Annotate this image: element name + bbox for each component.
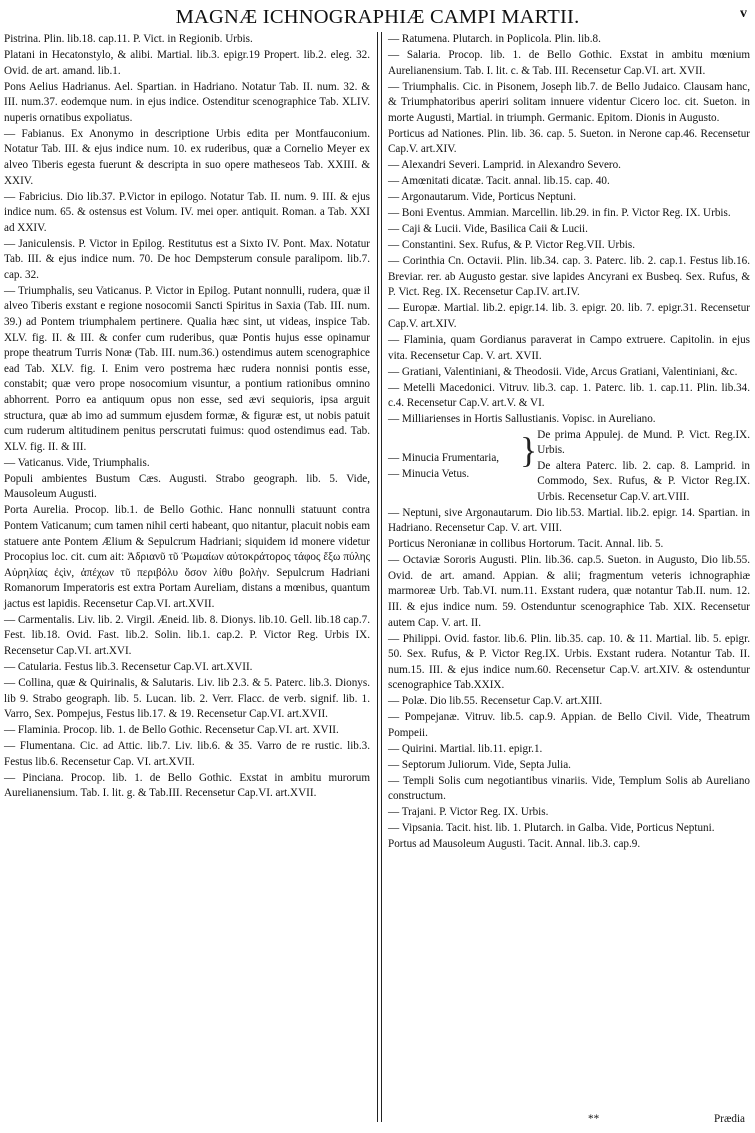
minucia-bracket-entry (388, 428, 750, 506)
index-entry: — Corinthia Cn. Octavii. Plin. lib.34. cap. 3. Paterc. lib. 2. cap.1. Festus lib.16. Breviar. rer. ab Augusto gestar. sive lapides Ancyrani ex Busbeq. Sex. Rufus, & P. Vict. Reg. IX. Recensetur Cap.IV. art.IV. (388, 255, 750, 299)
running-title: MAGNÆ ICHNOGRAPHIÆ CAMPI MARTII. (175, 6, 580, 28)
index-entry: Platani in Hecatonstylo, & alibi. Martial. lib.3. epigr.19 Propert. lib.2. eleg. 32. Ovid. de art. amand. lib.1. (4, 48, 370, 77)
index-entry: — Janiculensis. P. Victor in Epilog. Restitutus est a Sixto IV. Pont. Max. Notatur Tab. III. & ejus indice num. 70. De hoc Dempsterum consule paralipom. lib.7. cap. 32. (4, 237, 370, 281)
index-entry: — Gratiani, Valentiniani, & Theodosii. Vide, Arcus Gratiani, Valentiniani, &c. (388, 365, 738, 378)
index-entry: — Triumphalis. Cic. in Pisonem, Joseph lib.7. de Bello Judaico. Clausam hanc, & Triumphatoribus aperiri solitam innuere videntur Cicero loc. cit. Sueton. in morte Augusti, Martial. in triumph. Germanic. Epitom. Dionis in Augusto. (388, 80, 750, 124)
index-entry: Porta Aurelia. Procop. lib.1. de Bello Gothic. Hanc nonnulli statuunt contra Pontem Vaticanum; cum tamen nihil certi habeant, quo nitantur, placuit nobis eam statuere ante Pontem Ælium & Sepulcrum Hadriani; siquidem id monere videtur Procopius loc. cit. cum ait: Ἀδριανῦ τῦ Ῥωμαίων αὐτοκράτορος τάφος ἔξω πύλης Αὐρηλίας ἐςὶν, ἀπέχων τῦ περιβόλυ ὅσον λίθυ βολὴν. Sepulcrum Hadriani Romanorum Imperatoris est extra Portam Aureliam, distans a mœnibus, quantum jactus est lapidis. Recensetur Cap.VI. art.XVII. (4, 504, 370, 610)
index-entry: — Trajani. P. Victor Reg. IX. Urbis. (388, 806, 549, 819)
index-entry: — Philippi. Ovid. fastor. lib.6. Plin. lib.35. cap. 10. & 11. Martial. lib. 5. epigr. 50. Sex. Rufus, & P. Victor Reg.IX. Urbis. Exstant rudera. Notantur Tab. II. num.15. III. & ejus indice num.60. Recensetur Cap.V. art.XIV. & ostenduntur scenographice Tab.XXIX. (388, 632, 750, 692)
index-entry: — Collina, quæ & Quirinalis, & Salutaris. Liv. lib 2.3. & 5. Paterc. lib.3. Dionys. lib 9. Strabo geograph. lib. 5. Lucan. lib. 2. Verr. Flacc. de verb. signif. lib. 1. Varro, Sex. Pompejus, Festus lib.17. & 19. Recensetur Cap.VI. art.XVII. (4, 677, 370, 721)
index-entry: — Neptuni, sive Argonautarum. Dio lib.53. Martial. lib.2. epigr. 14. Spartian. in Hadriano. Recensetur Cap. V. art. VIII. (388, 506, 750, 535)
signature-mark: ** (588, 1113, 600, 1125)
index-entry: — Flaminia, quam Gordianus paraverat in Campo extruere. Capitolin. in ejus vita. Recensetur Cap. V. art. XVII. (388, 333, 750, 362)
index-entry: Porticus ad Nationes. Plin. lib. 36. cap. 5. Sueton. in Nerone cap.46. Recensetur Cap.V. art.XIV. (388, 127, 750, 156)
minucia-ref: De prima Appulej. de Mund. P. Vict. Reg.IX. Urbis. (537, 428, 750, 457)
index-entry: — Europæ. Martial. lib.2. epigr.14. lib. 3. epigr. 20. lib. 7. epigr.31. Recensetur Cap.V. art.XIV. (388, 302, 750, 330)
index-entry: — Pompejanæ. Vitruv. lib.5. cap.9. Appian. de Bello Civil. Vide, Theatrum Pompeii. (388, 711, 750, 739)
index-entry: — Quirini. Martial. lib.11. epigr.1. (388, 742, 543, 755)
left-column (4, 32, 370, 802)
index-entry: Populi ambientes Bustum Cæs. Augusti. Strabo geograph. lib. 5. Vide, Mausoleum Augusti. (4, 472, 370, 501)
column-divider (377, 32, 382, 1122)
index-entry: — Templi Solis cum negotiantibus vinariis. Vide, Templum Solis ab Aureliano constructum. (388, 774, 750, 803)
index-entry: — Fabricius. Dio lib.37. P.Victor in epilogo. Notatur Tab. II. num. 9. III. & ejus indice num. 65. & ostensus est Volum. IV. mei oper. antiquit. Roman. a Tab. XXI ad XXIV. (4, 190, 370, 234)
minucia-names (388, 428, 520, 506)
catchword: Prædia (714, 1113, 745, 1125)
index-entry: — Flumentana. Cic. ad Attic. lib.7. Liv. lib.6. & 35. Varro de re rustic. lib.3. Festus lib.6. Recensetur Cap. VI. art.XVII. (4, 740, 370, 768)
index-entry: — Pinciana. Procop. lib. 1. de Bello Gothic. Exstat in ambitu murorum Aurelianensium. Tab. I. lit. g. & Tab.III. Recensetur Cap.VI. art.XVII. (4, 771, 370, 800)
minucia-references (537, 428, 750, 506)
minucia-name: — Minucia Vetus. (388, 467, 470, 480)
index-entry: — Polæ. Dio lib.55. Recensetur Cap.V. art.XIII. (388, 695, 603, 708)
index-entry: — Carmentalis. Liv. lib. 2. Virgil. Æneid. lib. 8. Dionys. lib.10. Gell. lib.18 cap.7. Fest. lib.18. Ovid. Fast. lib.2. Solin. lib.1. cap.2. P. Victor Reg. Urbis IX. Recensetur Cap.VI. art.XVI. (4, 613, 370, 658)
index-entry: — Metelli Macedonici. Vitruv. lib.3. cap. 1. Paterc. lib. 1. cap.11. Plin. lib.34. c.4. Recensetur Cap.V. art.V. & VI. (388, 381, 750, 410)
index-entry: — Triumphalis, seu Vaticanus. P. Victor in Epilog. Putant nonnulli, rudera, quæ il alveo Tiberis exstant e regione nosocomii Sancti Spiritus in Saxia (Tab. III. num. 39.) ad Pontem triumphalem pertinere. Qualia hæc sint, ut videas, inspice Tab. XLV. fig. II. & III. & confer cum ruderibus, quæ Pontis hujus esse opinamur prope theatrum Turris Nonæ (Tab. III. num.36.) ostendimus autem scenographice ead Tab. XLV. fig. I. Enim vero postrema hæc rudera nonnisi pontis esse, constabit; quæ vero prope nosocomium visuntur, a pontium rationibus omnino abhorrent. Porro ea antiquum opus non esse, sed ævi sequioris, ipsa arguit structura, quæ ab imo ad summum ejusdem formæ, & figuræ est, ut nobis patuit cum ruderum altitudinem penitus perscrutati fuimus: quod ostendimus ead. Tab. XLV. fig. II. & III. (4, 284, 370, 453)
index-entry: — Vipsania. Tacit. hist. lib. 1. Plutarch. in Galba. Vide, Porticus Neptuni. (388, 822, 715, 835)
index-entry: — Fabianus. Ex Anonymo in descriptione Urbis edita per Montfauconium. Notatur Tab. III. & ejus indice num. 10. ex ruderibus, quæ a Cornelio Meyer ex alveo Tiberis egesta fuerunt & descripta in suo opere matheseos Tab. XXIII. & XXIV. (4, 127, 370, 187)
index-entry: — Ratumena. Plutarch. in Poplicola. Plin. lib.8. (388, 33, 601, 45)
index-entry: — Catularia. Festus lib.3. Recensetur Cap.VI. art.XVII. (4, 661, 253, 674)
index-entry: — Septorum Juliorum. Vide, Septa Julia. (388, 758, 571, 771)
right-column (388, 32, 750, 853)
index-entry: — Caji & Lucii. Vide, Basilica Caii & Lucii. (388, 223, 588, 236)
folio-number: v (740, 6, 747, 21)
minucia-name: — Minucia Frumentaria, (388, 452, 500, 465)
index-entry: — Boni Eventus. Ammian. Marcellin. lib.29. in fin. P. Victor Reg. IX. Urbis. (388, 207, 731, 220)
index-entry: — Milliarienses in Hortis Sallustianis. Vopisc. in Aureliano. (388, 413, 656, 426)
index-entry: Portus ad Mausoleum Augusti. Tacit. Annal. lib.3. cap.9. (388, 838, 641, 851)
index-entry: Pons Aelius Hadrianus. Ael. Spartian. in Hadriano. Notatur Tab. II. num. 32. & III. num.37. eodemque num. in ejus indice. Ostenditur scenographice Tab. XLIV. nuperis ornatibus expoliatus. (4, 80, 370, 124)
index-entry: — Salaria. Procop. lib. 1. de Bello Gothic. Exstat in ambitu mœnium Aurelianensium. Tab. I. lit. c. & Tab. III. Recensetur Cap.VI. art. XVII. (388, 48, 750, 77)
minucia-ref: De altera Paterc. lib. 2. cap. 8. Lamprid. in Commodo, Sex. Rufus, & P. Victor Reg.IX. Urbis. Recensetur Cap.V. art.VIII. (537, 459, 750, 504)
index-entry: — Vaticanus. Vide, Triumphalis. (4, 456, 150, 469)
index-entry: — Amœnitati dicatæ. Tacit. annal. lib.15. cap. 40. (388, 175, 610, 188)
index-entry: — Constantini. Sex. Rufus, & P. Victor Reg.VII. Urbis. (388, 239, 636, 252)
index-entry: — Flaminia. Procop. lib. 1. de Bello Gothic. Recensetur Cap.VI. art. XVII. (4, 724, 339, 737)
index-entry: Porticus Neronianæ in collibus Hortorum. Tacit. Annal. lib. 5. (388, 538, 664, 551)
index-entry: — Argonautarum. Vide, Porticus Neptuni. (388, 191, 576, 204)
brace-glyph: } (520, 429, 538, 470)
index-entry: — Octaviæ Sororis Augusti. Plin. lib.36. cap.5. Sueton. in Augusto, Dio lib.55. Ovid. de art. amand. Appian. & alii; fragmentum veteris ichnographiæ marmoreæ Urb. Tab.VI. num.11. Exstant rudera, quæ notantur Tab.II. num. 12. III. & ejus indice num. 59. Ostenduntur scenographice Tab. XIX. Recensetur autem Cap. V. art. II. (388, 554, 750, 629)
index-entry: Pistrina. Plin. lib.18. cap.11. P. Vict. in Regionib. Urbis. (4, 33, 253, 45)
index-entry: — Alexandri Severi. Lamprid. in Alexandro Severo. (388, 159, 621, 172)
